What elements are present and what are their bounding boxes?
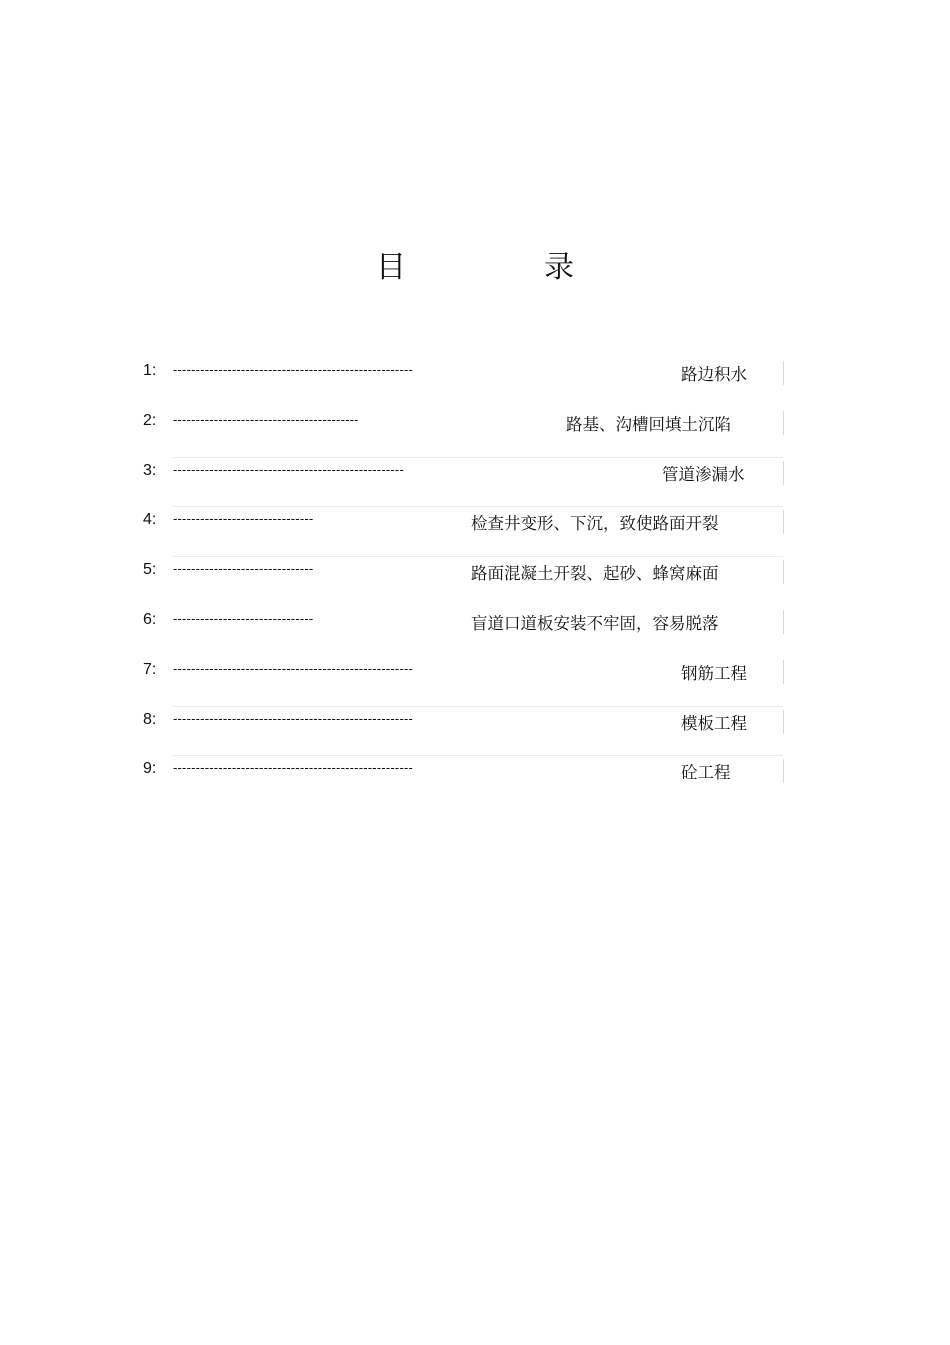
toc-entry	[143, 657, 784, 707]
toc-rule	[783, 361, 784, 385]
toc-number: 3:	[143, 461, 157, 479]
toc-leader: -------------------------------	[173, 610, 314, 626]
toc-title: 管道渗漏水	[662, 464, 745, 484]
toc-leader: -----------------------------------------	[173, 411, 359, 427]
toc-rule	[783, 759, 784, 783]
toc-rule	[783, 660, 784, 684]
toc-title: 砼工程	[681, 763, 731, 783]
toc-title: 模板工程	[681, 713, 747, 733]
toc-title: 检查井变形、下沉，致使路面开裂	[471, 514, 719, 534]
toc-entry	[143, 607, 784, 657]
toc-divider	[173, 755, 783, 756]
toc-divider	[173, 506, 783, 507]
toc-leader: -------------------------------	[173, 511, 314, 527]
toc-number: 9:	[143, 760, 157, 778]
toc-title: 钢筋工程	[681, 663, 747, 683]
toc-number: 7:	[143, 660, 157, 678]
toc-title: 盲道口道板安装不牢固，容易脱落	[471, 613, 719, 633]
toc-rule	[783, 461, 784, 485]
toc-leader: -----------------------------------------------------	[173, 760, 414, 776]
toc-number: 5:	[143, 561, 157, 579]
toc-title: 路边积水	[681, 365, 747, 384]
toc-entry	[143, 358, 784, 408]
toc-leader: -----------------------------------------------------	[173, 710, 414, 726]
toc-entry	[143, 707, 784, 757]
toc-list	[143, 358, 784, 806]
toc-number: 4:	[143, 511, 157, 529]
toc-entry	[143, 507, 784, 557]
toc-leader: ---------------------------------------------------	[173, 461, 404, 477]
toc-rule	[783, 710, 784, 734]
toc-leader: -----------------------------------------------------	[173, 660, 414, 676]
toc-number: 1:	[143, 362, 157, 379]
toc-entry	[143, 756, 784, 806]
toc-number: 6:	[143, 610, 157, 628]
page-title: 目 录	[376, 250, 628, 285]
toc-rule	[783, 510, 784, 534]
toc-entry	[143, 408, 784, 458]
toc-title: 路面混凝土开裂、起砂、蜂窝麻面	[471, 564, 719, 584]
toc-divider	[173, 457, 783, 458]
toc-rule	[783, 411, 784, 435]
toc-divider	[173, 556, 783, 557]
toc-rule	[783, 610, 784, 634]
toc-leader: -------------------------------	[173, 561, 314, 577]
toc-rule	[783, 560, 784, 584]
toc-entry	[143, 557, 784, 607]
toc-leader: -----------------------------------------------------	[173, 362, 414, 377]
toc-number: 8:	[143, 710, 157, 728]
toc-title: 路基、沟槽回填土沉陷	[566, 414, 731, 434]
toc-divider	[173, 706, 783, 707]
toc-number: 2:	[143, 411, 157, 429]
toc-entry	[143, 458, 784, 508]
